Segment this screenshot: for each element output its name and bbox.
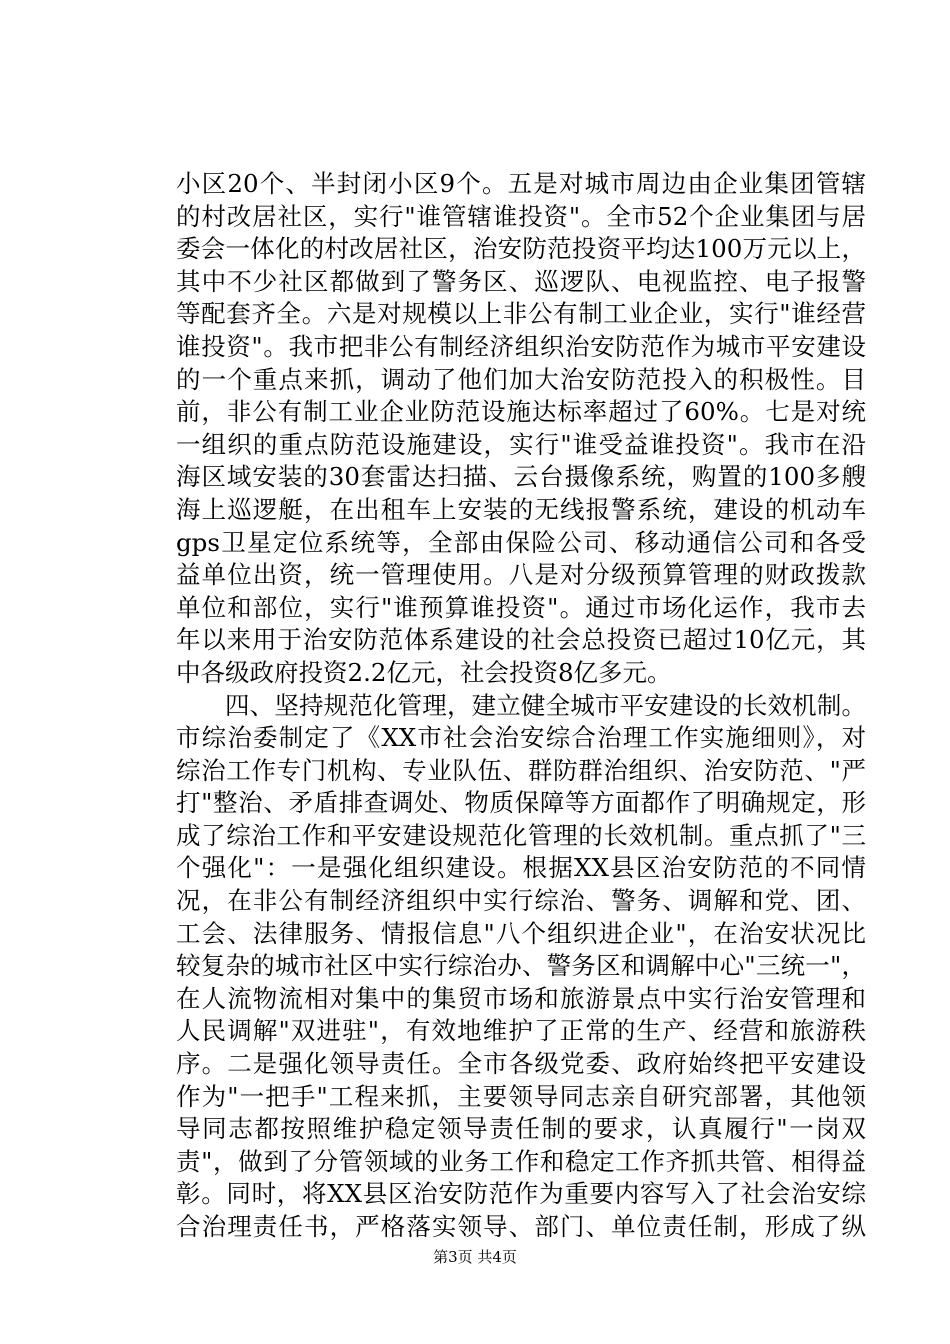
text-line: 前，非公有制工业企业防范设施达标率超过了60%。七是对统 — [176, 397, 866, 427]
text-line: 中各级政府投资2.2亿元，社会投资8亿多元。 — [176, 657, 672, 687]
text-line: 的一个重点来抓，调动了他们加大治安防范投入的积极性。目 — [176, 364, 866, 394]
text-line: 责"，做到了分管领域的业务工作和稳定工作齐抓共管、相得益 — [176, 1146, 866, 1176]
text-line: 海区域安装的30套雷达扫描、云台摄像系统，购置的100多艘 — [176, 462, 866, 492]
text-line: 打"整治、矛盾排查调处、物质保障等方面都作了明确规定，形 — [176, 788, 866, 818]
text-line: 况，在非公有制经济组织中实行综治、警务、调解和党、团、 — [176, 886, 866, 916]
text-line: 委会一体化的村改居社区，治安防范投资平均达100万元以上， — [176, 234, 866, 264]
page-footer: 第3页 共4页 — [433, 1248, 517, 1266]
text-line: 成了综治工作和平安建设规范化管理的长效机制。重点抓了"三 — [176, 820, 866, 850]
text-line: 等配套齐全。六是对规模以上非公有制工业企业，实行"谁经营 — [176, 299, 866, 329]
text-line: 个强化"：一是强化组织建设。根据XX县区治安防范的不同情 — [176, 853, 866, 883]
text-line: 四、坚持规范化管理，建立健全城市平安建设的长效机制。 — [225, 690, 866, 720]
text-line: 的村改居社区，实行"谁管辖谁投资"。全市52个企业集团与居 — [176, 201, 866, 231]
text-line: 在人流物流相对集中的集贸市场和旅游景点中实行治安管理和 — [176, 983, 866, 1013]
text-line: 年以来用于治安防范体系建设的社会总投资已超过10亿元，其 — [176, 625, 866, 655]
text-line: 人民调解"双进驻"，有效地维护了正常的生产、经营和旅游秩 — [176, 1016, 866, 1046]
text-line: 益单位出资，统一管理使用。八是对分级预算管理的财政拨款 — [176, 560, 866, 590]
text-line: 一组织的重点防范设施建设，实行"谁受益谁投资"。我市在沿 — [176, 429, 866, 459]
text-line: 海上巡逻艇，在出租车上安装的无线报警系统，建设的机动车 — [176, 494, 866, 524]
text-line: 单位和部位，实行"谁预算谁投资"。通过市场化运作，我市去 — [176, 592, 866, 622]
text-line: 市综治委制定了《XX市社会治安综合治理工作实施细则》，对 — [176, 723, 866, 753]
text-line: 其中不少社区都做到了警务区、巡逻队、电视监控、电子报警 — [176, 266, 866, 296]
text-line: 合治理责任书，严格落实领导、部门、单位责任制，形成了纵 — [176, 1212, 866, 1241]
text-line: 综治工作专门机构、专业队伍、群防群治组织、治安防范、"严 — [176, 755, 866, 785]
text-line: 作为"一把手"工程来抓，主要领导同志亲自研究部署，其他领 — [176, 1081, 866, 1111]
text-line: 彰。同时，将XX县区治安防范作为重要内容写入了社会治安综 — [176, 1179, 866, 1209]
text-line: gps卫星定位系统等，全部由保险公司、移动通信公司和各受 — [176, 527, 866, 557]
text-line: 小区20个、半封闭小区9个。五是对城市周边由企业集团管辖 — [176, 169, 866, 198]
text-line: 导同志都按照维护稳定领导责任制的要求，认真履行"一岗双 — [176, 1114, 866, 1144]
text-line: 序。二是强化领导责任。全市各级党委、政府始终把平安建设 — [176, 1049, 866, 1079]
body-text — [176, 168, 866, 1244]
text-line: 工会、法律服务、情报信息"八个组织进企业"，在治安状况比 — [176, 918, 866, 948]
text-line: 谁投资"。我市把非公有制经济组织治安防范作为城市平安建设 — [176, 331, 866, 361]
text-line: 较复杂的城市社区中实行综治办、警务区和调解中心"三统一"， — [176, 951, 866, 981]
